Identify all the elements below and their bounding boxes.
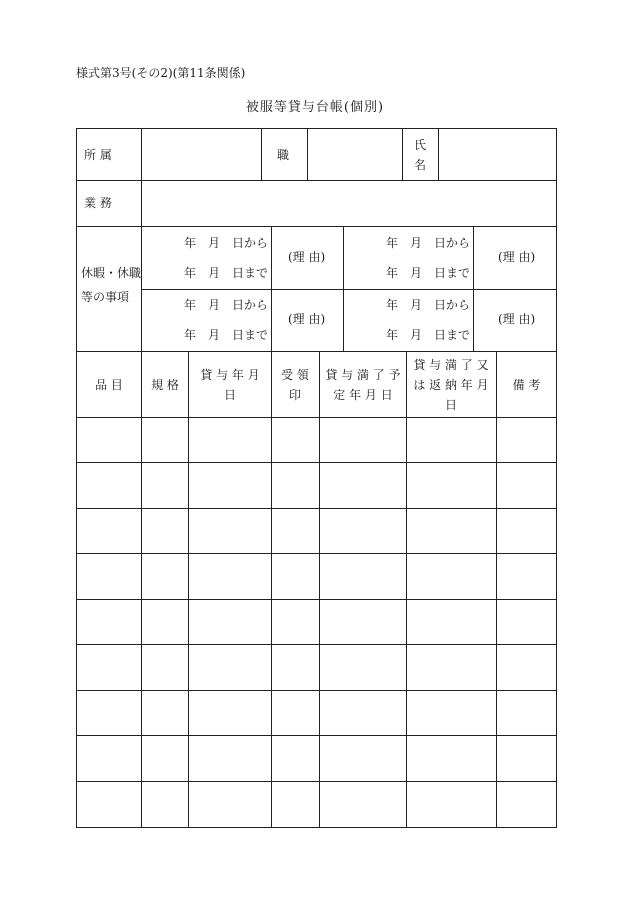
- table-cell[interactable]: [497, 782, 555, 826]
- affiliation-label: 所 属: [84, 148, 112, 162]
- table-cell[interactable]: [407, 509, 496, 552]
- table-cell[interactable]: [272, 554, 319, 598]
- table-cell[interactable]: [142, 600, 188, 643]
- table-cell[interactable]: [320, 509, 406, 552]
- table-cell[interactable]: [320, 600, 406, 643]
- table-cell[interactable]: [497, 509, 555, 552]
- table-cell[interactable]: [407, 463, 496, 507]
- leave2-from[interactable]: 年 月 日から: [386, 236, 471, 250]
- affiliation-field[interactable]: [142, 129, 261, 180]
- table-cell[interactable]: [272, 418, 319, 461]
- table-cell[interactable]: [320, 463, 406, 507]
- table-cell[interactable]: [407, 645, 496, 689]
- position-field[interactable]: [308, 129, 402, 180]
- leave-label-line2: 等の事項: [81, 290, 130, 304]
- table-cell[interactable]: [189, 463, 271, 507]
- leave1-from[interactable]: 年 月 日から: [184, 236, 269, 250]
- table-cell[interactable]: [189, 509, 271, 552]
- table-cell[interactable]: [142, 463, 188, 507]
- table-cell[interactable]: [142, 554, 188, 598]
- table-cell[interactable]: [272, 736, 319, 780]
- duties-field[interactable]: [142, 181, 556, 226]
- duties-label: 業 務: [84, 196, 112, 210]
- leave4-reason[interactable]: (理 由): [498, 312, 536, 326]
- table-cell[interactable]: [189, 782, 271, 826]
- table-cell[interactable]: [189, 645, 271, 689]
- col-header-item: 品 目: [95, 377, 123, 392]
- col-header-loan-date: 貸 与 年 月 日: [200, 367, 260, 402]
- table-cell[interactable]: [497, 645, 555, 689]
- table-cell[interactable]: [142, 691, 188, 734]
- table-cell[interactable]: [77, 600, 141, 643]
- table-cell[interactable]: [77, 418, 141, 461]
- table-cell[interactable]: [189, 691, 271, 734]
- name-label: [414, 135, 428, 175]
- form-number: 様式第3号(その2)(第11条関係): [76, 66, 246, 80]
- table-cell[interactable]: [407, 600, 496, 643]
- leave3-from[interactable]: 年 月 日から: [184, 298, 269, 312]
- table-cell[interactable]: [189, 736, 271, 780]
- table-cell[interactable]: [320, 418, 406, 461]
- table-cell[interactable]: [407, 736, 496, 780]
- table-cell[interactable]: [77, 691, 141, 734]
- table-cell[interactable]: [407, 782, 496, 826]
- table-cell[interactable]: [77, 782, 141, 826]
- leave1-until[interactable]: 年 月 日まで: [184, 266, 269, 280]
- table-cell[interactable]: [272, 782, 319, 826]
- table-cell[interactable]: [77, 645, 141, 689]
- table-cell[interactable]: [142, 782, 188, 826]
- table-cell[interactable]: [407, 418, 496, 461]
- document-title: 被服等貸与台帳(個別): [245, 100, 385, 115]
- table-cell[interactable]: [320, 554, 406, 598]
- table-cell[interactable]: [497, 418, 555, 461]
- table-cell[interactable]: [497, 691, 555, 734]
- name-field[interactable]: [439, 129, 556, 180]
- table-cell[interactable]: [142, 736, 188, 780]
- position-label: 職: [277, 148, 290, 162]
- table-cell[interactable]: [320, 736, 406, 780]
- table-cell[interactable]: [272, 463, 319, 507]
- table-cell[interactable]: [497, 554, 555, 598]
- table-cell[interactable]: [77, 463, 141, 507]
- table-cell[interactable]: [407, 691, 496, 734]
- table-cell[interactable]: [272, 691, 319, 734]
- col-header-returned-date: 貸 与 満 了 又 は 返 納 年 月 日: [413, 357, 489, 412]
- col-header-spec: 規 格: [151, 377, 179, 392]
- table-cell[interactable]: [407, 554, 496, 598]
- table-cell[interactable]: [142, 418, 188, 461]
- col-header-scheduled-end: 貸 与 満 了 予 定 年 月 日: [325, 367, 401, 402]
- table-cell[interactable]: [142, 645, 188, 689]
- table-cell[interactable]: [497, 600, 555, 643]
- table-cell[interactable]: [77, 554, 141, 598]
- leave3-until[interactable]: 年 月 日まで: [184, 328, 269, 342]
- table-cell[interactable]: [189, 418, 271, 461]
- leave4-from[interactable]: 年 月 日から: [386, 298, 471, 312]
- table-cell[interactable]: [189, 554, 271, 598]
- table-cell[interactable]: [272, 600, 319, 643]
- table-cell[interactable]: [320, 782, 406, 826]
- leave2-until[interactable]: 年 月 日まで: [386, 266, 471, 280]
- table-cell[interactable]: [272, 509, 319, 552]
- table-cell[interactable]: [77, 736, 141, 780]
- leave3-reason[interactable]: (理 由): [288, 312, 326, 326]
- name-label-text: 氏 名: [414, 138, 427, 172]
- table-cell[interactable]: [142, 509, 188, 552]
- leave-label-line1: 休暇・休職: [81, 266, 142, 280]
- leave1-reason[interactable]: (理 由): [288, 250, 326, 264]
- table-cell[interactable]: [189, 600, 271, 643]
- leave4-until[interactable]: 年 月 日まで: [386, 328, 471, 342]
- col-header-remarks: 備 考: [512, 377, 541, 392]
- table-cell[interactable]: [497, 736, 555, 780]
- table-cell[interactable]: [320, 645, 406, 689]
- table-cell[interactable]: [272, 645, 319, 689]
- table-cell[interactable]: [497, 463, 555, 507]
- table-cell[interactable]: [320, 691, 406, 734]
- leave2-reason[interactable]: (理 由): [498, 250, 536, 264]
- table-cell[interactable]: [77, 509, 141, 552]
- col-header-receipt-seal: 受 領 印: [281, 367, 309, 402]
